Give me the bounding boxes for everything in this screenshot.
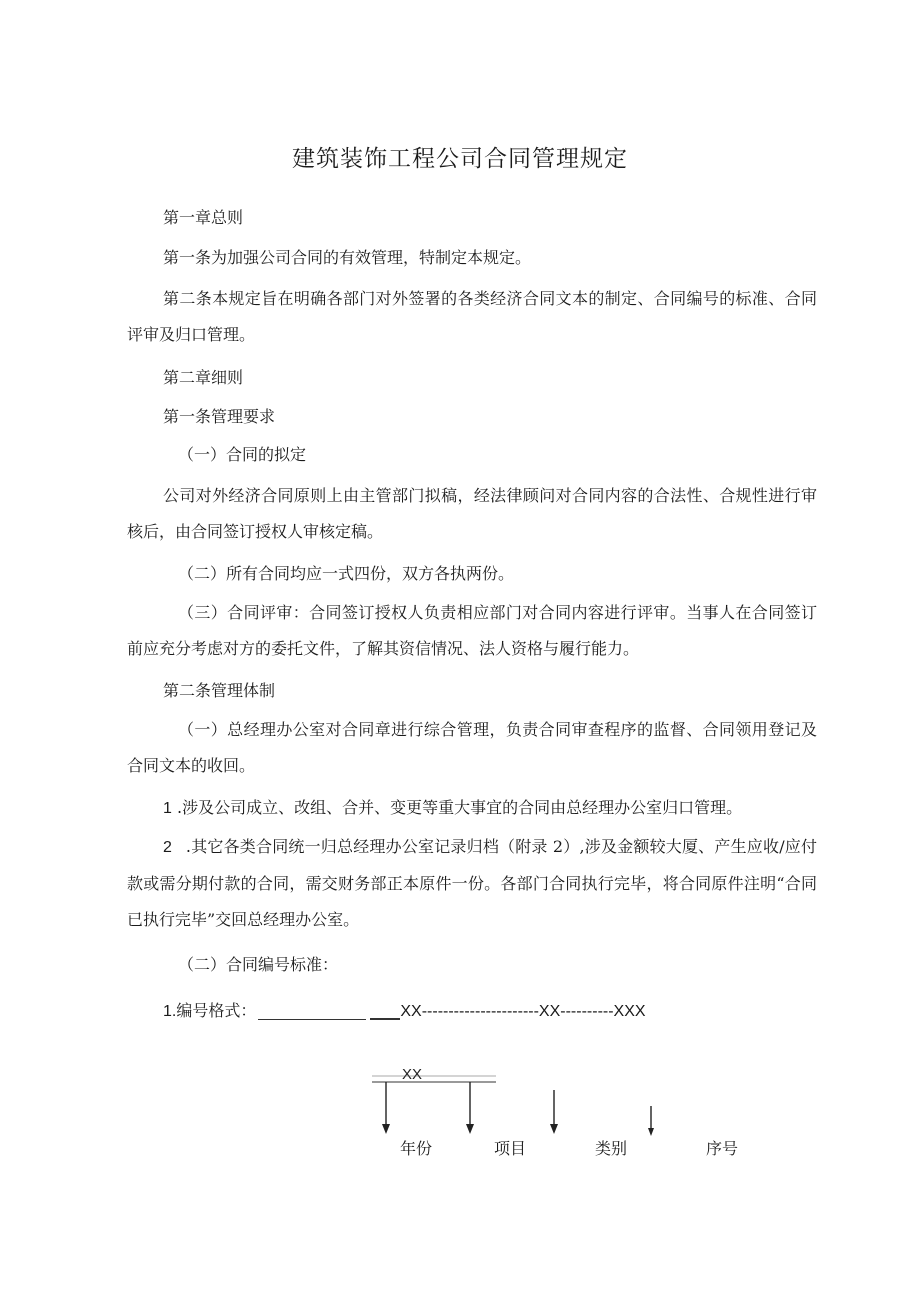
document-title: 建筑装饰工程公司合同管理规定	[292, 146, 628, 172]
review-rule: （三）合同评审：合同签订授权人负责相应部门对合同内容进行评审。当事人在合同签订前应充分考虑对方的委托文件，了解其资信情况、法人资格与履行能力。	[127, 603, 817, 658]
code-dash-2: ----------	[560, 1003, 614, 1020]
code-format-line	[163, 993, 646, 1030]
drafting-heading: （一）合同的拟定	[178, 445, 307, 464]
chapter-2-heading: 第二章细则	[163, 368, 244, 387]
code-segment-1: XX	[400, 1003, 422, 1020]
label-serial: 序号	[706, 1139, 739, 1158]
requirements-heading: 第一条管理要求	[163, 407, 276, 426]
item-2	[127, 829, 817, 938]
chapter-1-heading: 第一章总则	[163, 208, 244, 227]
code-dash-1: ----------------------	[421, 1003, 539, 1020]
copies-rule: （二）所有合同均应一式四份，双方各执两份。	[178, 564, 515, 583]
office-rule: （一）总经理办公室对合同章进行综合管理，负责合同审查程序的监督、合同领用登记及合同文本的收回。	[127, 720, 817, 775]
system-heading: 第二条管理体制	[163, 681, 276, 700]
drafting-body: 公司对外经济合同原则上由主管部门拟稿，经法律顾问对合同内容的合法性、合规性进行审核后，由合同签订授权人审核定稿。	[127, 486, 817, 541]
diagram-upper-xx: XX	[402, 1066, 423, 1083]
article-2: 第二条本规定旨在明确各部门对外签署的各类经济合同文本的制定、合同编号的标准、合同评审及归口管理。	[127, 289, 817, 344]
item-1-text: .涉及公司成立、改组、合并、变更等重大事宜的合同由总经理办公室归口管理。	[177, 798, 743, 817]
code-format-number: 1.	[163, 1003, 177, 1020]
item-1	[163, 790, 817, 827]
numbering-heading: （二）合同编号标准：	[178, 955, 339, 974]
code-segment-2: XX	[538, 1003, 561, 1020]
label-year: 年份	[400, 1139, 433, 1158]
arrow-year-head	[382, 1124, 390, 1134]
label-project: 项目	[494, 1139, 527, 1158]
arrow-project-head	[466, 1124, 474, 1134]
arrow-category-head	[550, 1124, 558, 1134]
item-1-number: 1	[163, 800, 172, 817]
label-category: 类别	[595, 1139, 628, 1158]
item-2-text: .其它各类合同统一归总经理办公室记录归档（附录 2）,涉及金额较大厦、产生应收/应付款或需分期付款的合同，需交财务部正本原件一份。各部门合同执行完毕，将合同原件注明“合同已执行完毕”交回总经理办公室。	[127, 837, 817, 929]
code-format-label: 编号格式：	[176, 1001, 257, 1020]
article-1: 第一条为加强公司合同的有效管理，特制定本规定。	[163, 248, 532, 267]
code-short-rule	[370, 1000, 400, 1020]
code-blank-line	[258, 999, 366, 1020]
arrow-serial-head	[648, 1128, 654, 1136]
code-segment-3: XXX	[613, 1003, 646, 1020]
item-2-number: 2	[163, 839, 172, 856]
